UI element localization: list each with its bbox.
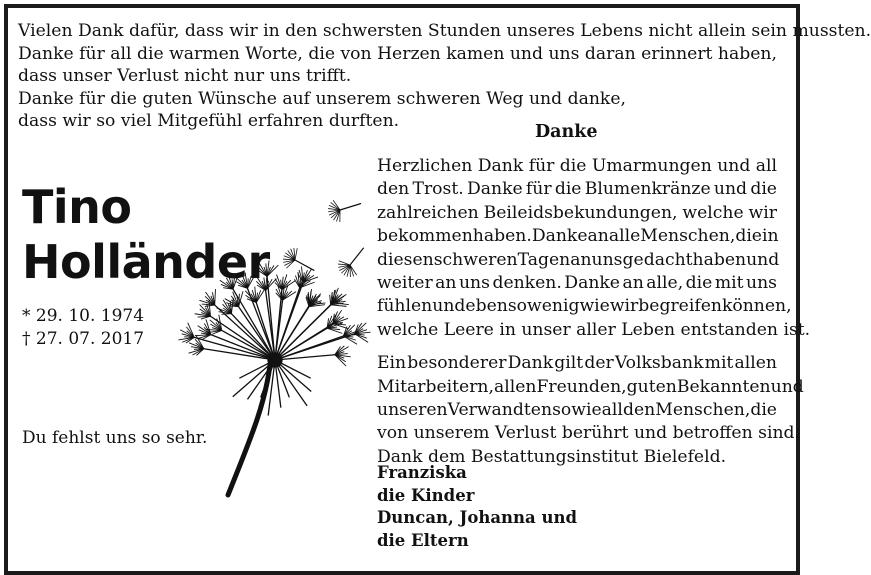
intro-line: dass unser Verlust nicht nur uns trifft. bbox=[18, 66, 352, 87]
intro-line: Danke für all die warmen Worte, die von Herzen kamen und uns daran erinnert haben, bbox=[18, 43, 777, 64]
text-line: Ein besonderer Dank gilt der Volksbank mit allen bbox=[377, 353, 777, 374]
text-line: von unserem Verlust berührt und betroffen sind. bbox=[377, 423, 800, 444]
text-line: Herzlichen Dank für die Umarmungen und all bbox=[377, 156, 777, 176]
text-line: unseren Verwandten sowie all den Menschen, die bbox=[377, 400, 777, 421]
intro-line: dass wir so viel Mitgefühl erfahren durften. bbox=[18, 111, 400, 132]
signer-line: die Eltern bbox=[377, 530, 469, 550]
text-line: Dank dem Bestattungsinstitut Bielefeld. bbox=[377, 446, 727, 467]
text-line: weiter an uns denken. Danke an alle, die mit uns bbox=[377, 273, 777, 294]
thanks-text bbox=[377, 155, 811, 469]
first-name: Tino bbox=[22, 180, 132, 234]
intro-line: Danke für die guten Wünsche auf unserem schweren Weg und danke, bbox=[18, 88, 626, 109]
thanks-paragraph-2 bbox=[377, 352, 804, 469]
closing-line: Du fehlst uns so sehr. bbox=[22, 428, 208, 448]
intro-text bbox=[18, 20, 871, 133]
life-dates bbox=[22, 305, 144, 351]
signer-line: Duncan, Johanna und bbox=[377, 508, 577, 528]
intro-line: Vielen Dank dafür, dass wir in den schwersten Stunden unseres Lebens nicht allein sein mussten. bbox=[18, 21, 871, 41]
thanks-heading: Danke bbox=[535, 122, 598, 142]
signers-block bbox=[377, 462, 577, 552]
signer-line: Franziska bbox=[377, 463, 467, 482]
birth-date: * 29. 10. 1974 bbox=[22, 306, 145, 326]
thanks-paragraph-1 bbox=[377, 155, 811, 342]
dandelion-illustration bbox=[170, 190, 380, 500]
death-date: † 27. 07. 2017 bbox=[22, 329, 145, 349]
text-line: zahlreichen Beileidsbekundungen, welche wir bbox=[377, 202, 777, 223]
text-line: Mitarbeitern, allen Freunden, guten Bekannten und bbox=[377, 376, 804, 397]
text-line: fühlen und ebenso wenig wie wir begreifen können, bbox=[377, 296, 792, 317]
text-line: diesen schweren Tagen an uns gedacht haben und bbox=[377, 249, 780, 270]
text-line: den Trost. Danke für die Blumenkränze und die bbox=[377, 179, 777, 200]
last-name: Holländer bbox=[22, 235, 270, 289]
signer-line: die Kinder bbox=[377, 485, 475, 505]
text-line: bekommen haben. Danke an alle Menschen, die in bbox=[377, 226, 779, 247]
text-line: welche Leere in unser aller Leben entstanden ist. bbox=[377, 319, 811, 340]
